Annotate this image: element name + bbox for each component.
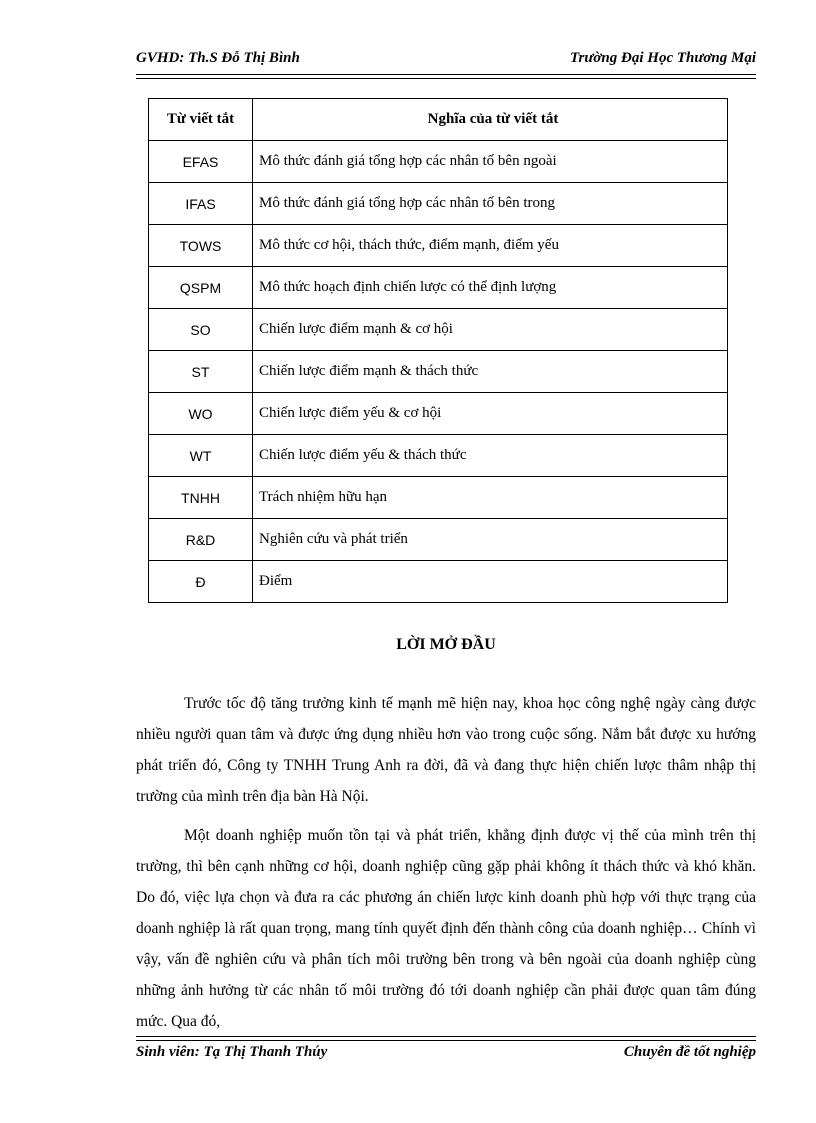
section-title: LỜI MỞ ĐẦU (396, 636, 496, 653)
header-supervisor: GVHD: Th.S Đỗ Thị Bình (136, 50, 300, 66)
table-row (149, 309, 728, 351)
meaning-cell: Chiến lược điểm mạnh & thách thức (253, 351, 728, 393)
table-row (149, 351, 728, 393)
footer-rule (136, 1036, 756, 1041)
abbr-cell: TNHH (149, 477, 253, 519)
table-row (149, 435, 728, 477)
meaning-cell: Nghiên cứu và phát triển (253, 519, 728, 561)
meaning-cell: Mô thức đánh giá tổng hợp các nhân tố bên ngoài (253, 141, 728, 183)
abbr-cell: IFAS (149, 183, 253, 225)
abbr-cell: ST (149, 351, 253, 393)
abbr-cell: WO (149, 393, 253, 435)
abbreviation-table (148, 98, 728, 603)
meaning-cell: Mô thức cơ hội, thách thức, điểm mạnh, điểm yếu (253, 225, 728, 267)
table-row (149, 561, 728, 603)
abbr-cell: QSPM (149, 267, 253, 309)
table-header-meaning: Nghĩa của từ viết tắt (253, 99, 728, 141)
table-header-abbr: Từ viết tắt (149, 99, 253, 141)
table-header-row (149, 99, 728, 141)
body-paragraph: Một doanh nghiệp muốn tồn tại và phát triển, khẳng định được vị thế của mình trên thị trường, thì bên cạnh những cơ hội, doanh nghiệp cũng gặp phải không ít thách thức và khó khăn. Do đó, việc lựa chọn và đưa ra các phương án chiến lược kinh doanh phù hợp với thực trạng của doanh nghiệp là rất quan trọng, mang tính quyết định đến thành công của doanh nghiệp… Chính vì vậy, vấn đề nghiên cứu và phân tích môi trường bên trong và bên ngoài của doanh nghiệp cùng những ảnh hưởng từ các nhân tố môi trường đó tới doanh nghiệp cần phải được quan tâm đúng mức. Qua đó, (136, 827, 756, 1030)
abbr-cell: WT (149, 435, 253, 477)
footer-student: Sinh viên: Tạ Thị Thanh Thúy (136, 1044, 328, 1060)
page-header (136, 48, 756, 70)
body-paragraph: Trước tốc độ tăng trưởng kinh tế mạnh mẽ hiện nay, khoa học công nghệ ngày càng được nhiều người quan tâm và được ứng dụng nhiều hơn vào trong cuộc sống. Nắm bắt được xu hướng phát triển đó, Công ty TNHH Trung Anh ra đời, đã và đang thực hiện chiến lược thâm nhập thị trường của mình trên địa bàn Hà Nội. (136, 695, 756, 805)
meaning-cell: Mô thức hoạch định chiến lược có thể định lượng (253, 267, 728, 309)
abbr-cell: TOWS (149, 225, 253, 267)
meaning-cell: Trách nhiệm hữu hạn (253, 477, 728, 519)
abbr-cell: SO (149, 309, 253, 351)
table-row (149, 183, 728, 225)
meaning-cell: Chiến lược điểm yếu & cơ hội (253, 393, 728, 435)
meaning-cell: Chiến lược điểm yếu & thách thức (253, 435, 728, 477)
table-row (149, 141, 728, 183)
header-university: Trường Đại Học Thương Mại (569, 50, 756, 66)
table-row (149, 267, 728, 309)
table-row (149, 225, 728, 267)
footer-thesis-type: Chuyên đề tốt nghiệp (623, 1044, 756, 1060)
abbr-cell: EFAS (149, 141, 253, 183)
abbr-cell: Đ (149, 561, 253, 603)
page-footer (136, 1042, 756, 1064)
meaning-cell: Mô thức đánh giá tổng hợp các nhân tố bên trong (253, 183, 728, 225)
table-row (149, 393, 728, 435)
table-row (149, 519, 728, 561)
header-rule (136, 74, 756, 79)
meaning-cell: Điểm (253, 561, 728, 603)
table-row (149, 477, 728, 519)
abbr-cell: R&D (149, 519, 253, 561)
meaning-cell: Chiến lược điểm mạnh & cơ hội (253, 309, 728, 351)
